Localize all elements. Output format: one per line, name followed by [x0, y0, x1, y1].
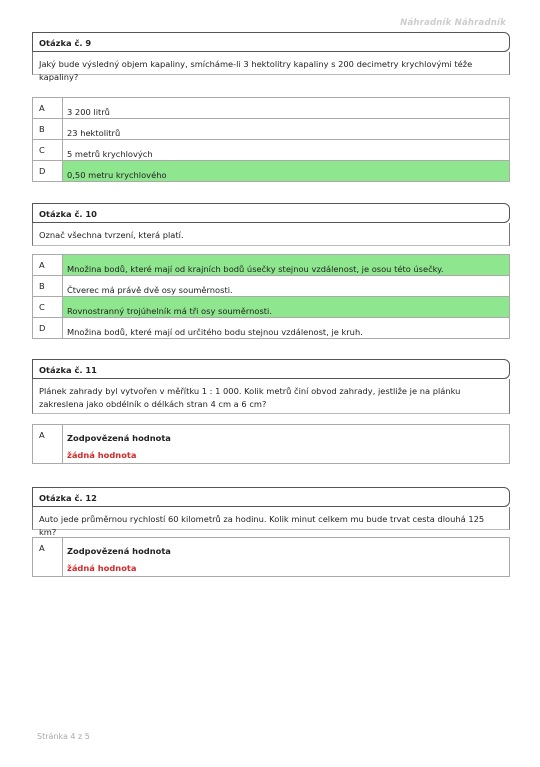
answer-letter: B: [33, 119, 63, 139]
question-text: Označ všechna tvrzení, která platí.: [32, 223, 510, 246]
answer-row[interactable]: [32, 119, 510, 140]
answer-letter: A: [33, 538, 63, 576]
answer-row[interactable]: [32, 318, 510, 339]
answer-text-correct: Rovnostranný trojúhelník má tři osy souměrnosti.: [63, 297, 509, 317]
answer-row[interactable]: [32, 161, 510, 182]
answer-text: 23 hektolitrů: [67, 128, 121, 138]
answer-text-correct: Množina bodů, které mají od krajních bodů úsečky stejnou vzdálenost, je osou této úsečky.: [63, 255, 509, 275]
answer-letter: D: [33, 161, 63, 181]
answer-letter: A: [33, 98, 63, 118]
answer-text: 3 200 litrů: [67, 107, 110, 117]
answer-row[interactable]: [32, 297, 510, 318]
answer-row[interactable]: [32, 276, 510, 297]
answer-letter: B: [33, 276, 63, 296]
answer-text: Čtverec má právě dvě osy souměrnosti.: [67, 285, 233, 295]
answer-letter: A: [33, 255, 63, 275]
question-text: Plánek zahrady byl vytvořen v měřítku 1 : 1 000. Kolik metrů činí obvod zahrady, jestliže je na plánku zakreslena jako obdélník o délkách stran 4 cm a 6 cm?: [32, 379, 510, 414]
answer-letter: C: [33, 297, 63, 317]
answered-value-label: Zodpovězená hodnota: [67, 546, 171, 556]
question-title: Otázka č. 10: [32, 203, 510, 223]
answer-row[interactable]: [32, 140, 510, 161]
answered-value-label: Zodpovězená hodnota: [67, 433, 171, 443]
answered-value: žádná hodnota: [67, 563, 137, 573]
answer-row[interactable]: [32, 98, 510, 119]
answer-text-correct: 0,50 metru krychlového: [63, 161, 509, 181]
question-12: [32, 487, 510, 537]
question-title: Otázka č. 9: [32, 32, 510, 52]
answers-q10: [32, 254, 510, 339]
question-text: Jaký bude výsledný objem kapaliny, smícháme-li 3 hektolitry kapaliny s 200 decimetry krychlovými téže kapaliny?: [32, 52, 510, 75]
open-answer-q12: [32, 537, 510, 577]
question-11: [32, 359, 510, 414]
answer-text: 5 metrů krychlových: [67, 149, 153, 159]
question-10: [32, 203, 510, 246]
question-title: Otázka č. 12: [32, 487, 510, 507]
answer-letter: A: [33, 425, 63, 463]
page-number: Stránka 4 z 5: [37, 732, 90, 741]
question-title: Otázka č. 11: [32, 359, 510, 379]
answered-value: žádná hodnota: [67, 450, 137, 460]
answer-letter: C: [33, 140, 63, 160]
answer-row[interactable]: [32, 255, 510, 276]
question-text: Auto jede průměrnou rychlostí 60 kilometrů za hodinu. Kolik minut celkem mu bude trvat cesta dlouhá 125 km?: [32, 507, 510, 530]
question-9: [32, 32, 510, 82]
answer-letter: D: [33, 318, 63, 338]
answers-q9: [32, 97, 510, 182]
answer-text: Množina bodů, které mají od určitého bodu stejnou vzdálenost, je kruh.: [67, 327, 363, 337]
header-watermark: Náhradník Náhradník: [400, 18, 506, 28]
open-answer-q11: [32, 424, 510, 464]
